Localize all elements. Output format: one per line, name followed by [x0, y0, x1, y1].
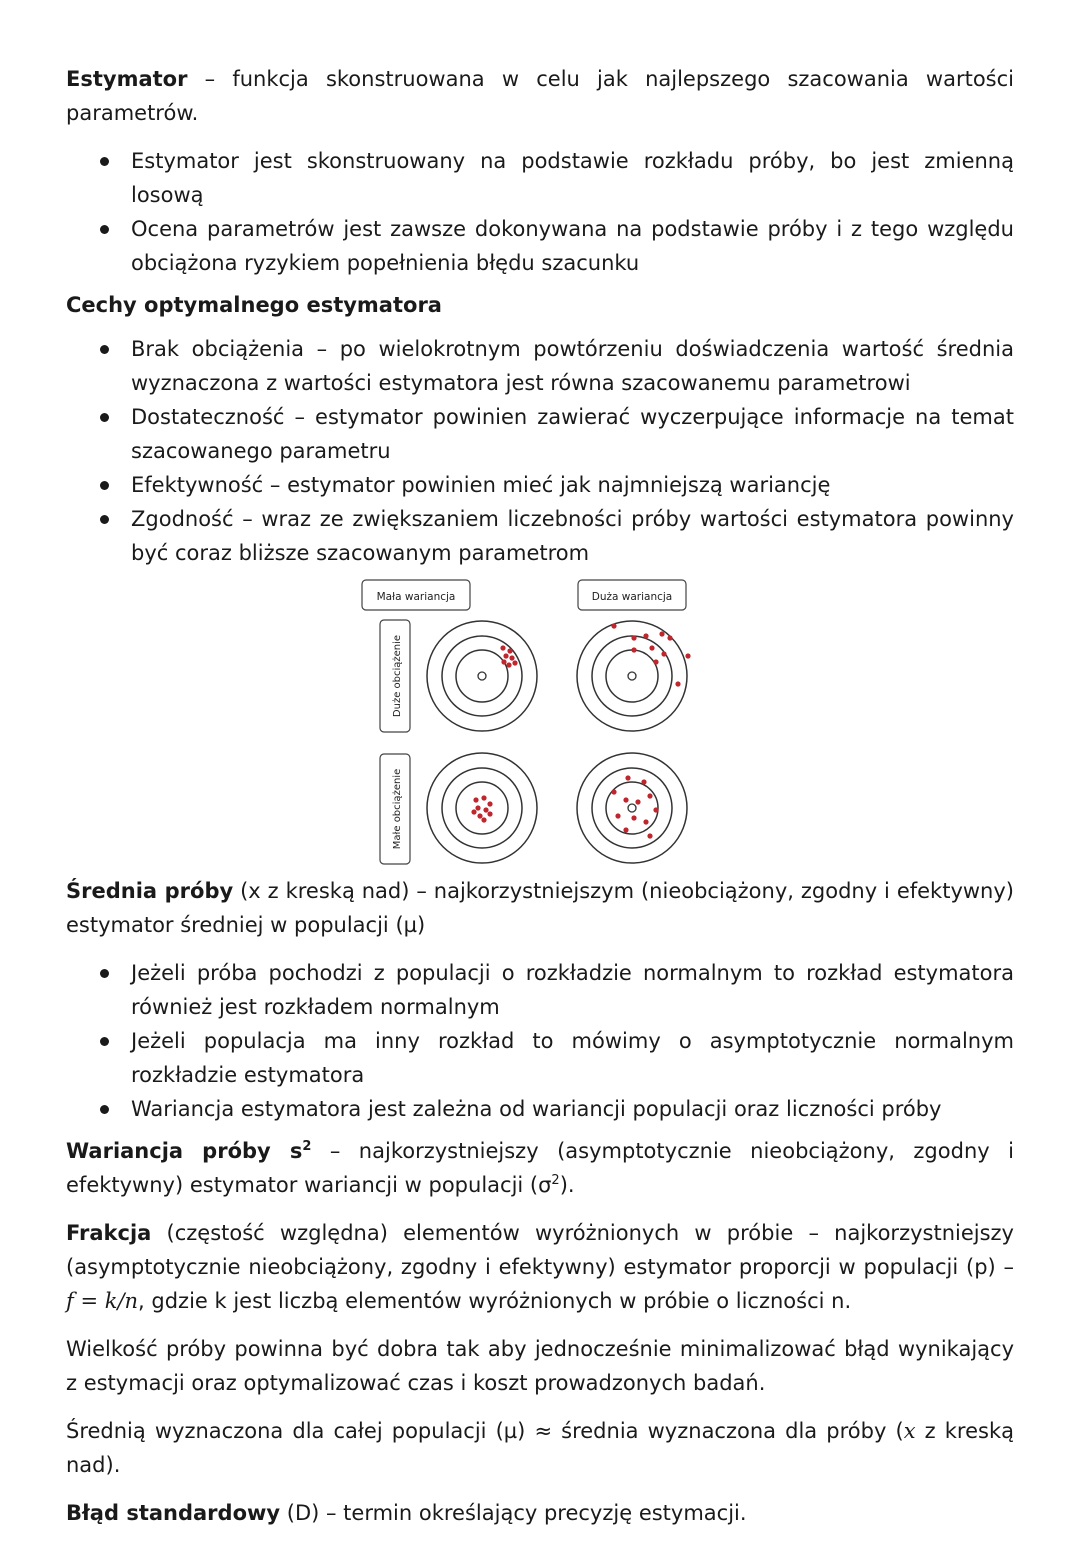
sample-mean-bullets [66, 956, 1014, 1126]
term-sample-mean: Średnia próby [66, 879, 234, 903]
list-item: Dostateczność – estymator powinien zawierać wyczerpujące informacje na temat szacowanego parametru [66, 400, 1014, 468]
fraction-formula: f = k/n [66, 1289, 139, 1313]
target-low-bias-small-variance [427, 753, 537, 863]
features-heading: Cechy optymalnego estymatora [66, 293, 442, 317]
list-item: Wariancja estymatora jest zależna od wariancji populacji oraz liczności próby [66, 1092, 1014, 1126]
column-label-large-variance: Duża wariancja [591, 591, 673, 603]
fraction-text-b: , gdzie k jest liczbą elementów wyróżnionych w próbie o liczności n. [138, 1289, 852, 1313]
list-item: Estymator jest skonstruowany na podstawie rozkładu próby, bo jest zmienną losową [66, 144, 1014, 212]
sample-mean-definition [66, 874, 1014, 942]
population-mean-text-a: Średnią wyznaczona dla całej populacji (µ) ≈ średnia wyznaczona dla próby ( [66, 1419, 904, 1443]
standard-error-definition [66, 1496, 1014, 1530]
x-variable: x [903, 1419, 916, 1443]
population-mean-text-b: z kreską nad). [66, 1419, 1014, 1477]
term-fraction: Frakcja [66, 1221, 152, 1245]
standard-error-text: (D) – termin określający precyzję estymacji. [280, 1501, 747, 1525]
sample-variance-definition [66, 1134, 1014, 1202]
list-item: Ocena parametrów jest zawsze dokonywana na podstawie próby i z tego względu obciążona ryzykiem popełnienia błędu szacunku [66, 212, 1014, 280]
population-mean-paragraph [66, 1414, 1014, 1482]
sample-size-paragraph: Wielkość próby powinna być dobra tak aby jednocześnie minimalizować błąd wynikający z estymacji oraz optymalizować czas i koszt prowadzonych badań. [66, 1337, 1014, 1395]
sample-variance-text-b: ). [559, 1173, 575, 1197]
target-low-bias-large-variance [577, 753, 687, 863]
term-sample-variance [66, 1139, 311, 1163]
sample-mean-definition-text: (x z kreską nad) – najkorzystniejszym (nieobciążony, zgodny i efektywny) estymator średniej w populacji (µ) [66, 879, 1014, 937]
fraction-text-a: (częstość względna) elementów wyróżnionych w próbie – najkorzystniejszy (asymptotycznie nieobciążony, zgodny i efektywny) estymator proporcji w populacji (p) – [66, 1221, 1014, 1279]
document-page [66, 62, 1014, 1544]
list-item: Efektywność – estymator powinien mieć jak najmniejszą wariancję [66, 468, 1014, 502]
superscript: 2 [302, 1139, 312, 1154]
term-sample-variance-text: Wariancja próby s [66, 1139, 303, 1163]
row-label-low-bias: Małe obciążenie [392, 768, 403, 850]
superscript: 2 [551, 1173, 560, 1188]
bias-variance-diagram [66, 578, 1014, 868]
target-high-bias-small-variance [427, 621, 537, 731]
bias-variance-figure [66, 578, 1014, 868]
list-item: Zgodność – wraz ze zwiększaniem liczebności próby wartości estymatora powinny być coraz bliższe szacowanym parametrom [66, 502, 1014, 570]
estimator-definition [66, 62, 1014, 130]
estimator-definition-text: – funkcja skonstruowana w celu jak najlepszego szacowania wartości parametrów. [66, 67, 1014, 125]
fraction-definition [66, 1216, 1014, 1318]
row-label-high-bias: Duże obciążenie [392, 634, 403, 718]
term-standard-error: Błąd standardowy [66, 1501, 281, 1525]
estimator-bullets [66, 144, 1014, 280]
target-high-bias-large-variance [577, 621, 691, 731]
list-item: Jeżeli populacja ma inny rozkład to mówimy o asymptotycznie normalnym rozkładzie estymatora [66, 1024, 1014, 1092]
list-item: Jeżeli próba pochodzi z populacji o rozkładzie normalnym to rozkład estymatora również jest rozkładem normalnym [66, 956, 1014, 1024]
features-bullets [66, 332, 1014, 570]
sample-variance-text-a: – najkorzystniejszy (asymptotycznie nieobciążony, zgodny i efektywny) estymator wariancji w populacji (σ [66, 1139, 1014, 1197]
term-estimator: Estymator [66, 67, 188, 91]
list-item: Brak obciążenia – po wielokrotnym powtórzeniu doświadczenia wartość średnia wyznaczona z wartości estymatora jest równa szacowanemu parametrowi [66, 332, 1014, 400]
column-label-small-variance: Mała wariancja [376, 591, 456, 603]
